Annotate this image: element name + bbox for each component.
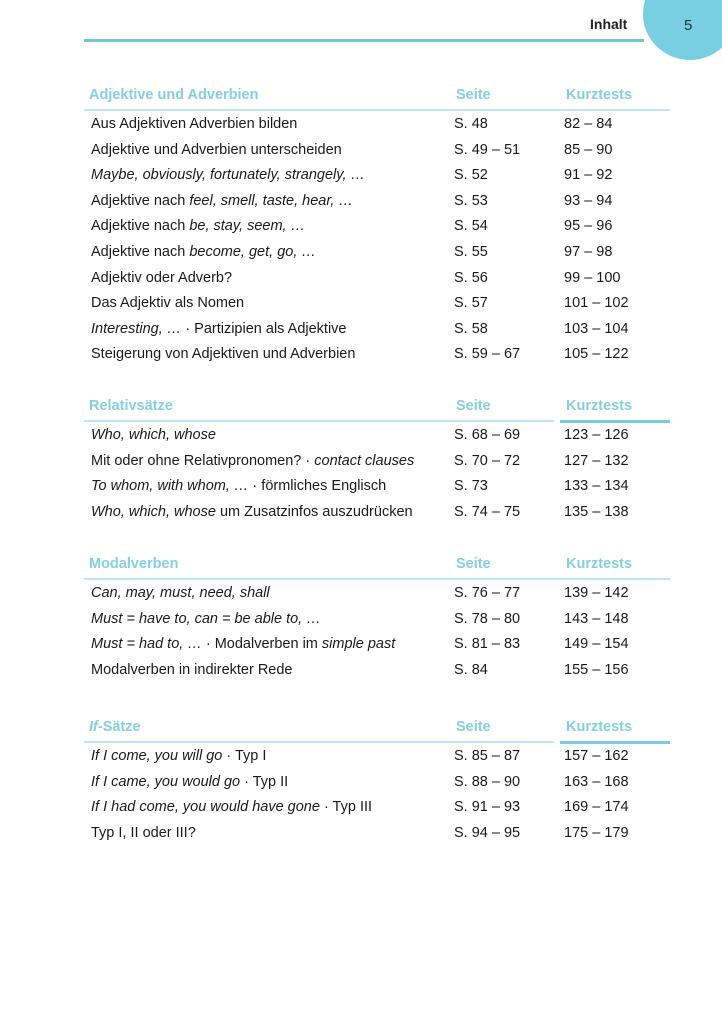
- toc-rows: [84, 422, 670, 524]
- toc-entry[interactable]: [84, 265, 670, 291]
- header-rule: [84, 39, 644, 42]
- entry-page: S. 68 – 69: [454, 427, 521, 443]
- entry-page: S. 58: [454, 320, 488, 337]
- entry-kurztests: 95 – 96: [564, 218, 613, 235]
- entry-kurztests: 123 – 126: [564, 427, 629, 443]
- entry-title: Das Adjektiv als Nomen: [91, 295, 245, 312]
- entry-kurztests: 101 – 102: [564, 295, 629, 312]
- entry-title: Adjektive und Adverbien unterscheiden: [91, 141, 342, 158]
- toc-entry[interactable]: [84, 657, 670, 683]
- toc-entry[interactable]: [84, 448, 670, 474]
- entry-kurztests: 93 – 94: [564, 192, 613, 209]
- entry-page: S. 55: [454, 243, 488, 260]
- entry-kurztests: 103 – 104: [564, 320, 629, 337]
- entry-kurztests: 157 – 162: [564, 748, 629, 764]
- entry-title: Must = have to, can = be able to, …: [91, 610, 321, 627]
- entry-page: S. 53: [454, 192, 488, 209]
- entry-kurztests: 105 – 122: [564, 346, 629, 363]
- entry-kurztests: 82 – 84: [564, 116, 613, 132]
- entry-page: S. 94 – 95: [454, 824, 521, 841]
- column-header-kurztests: Kurztests: [566, 398, 633, 414]
- entry-kurztests: 175 – 179: [564, 824, 629, 841]
- entry-page: S. 81 – 83: [454, 636, 521, 653]
- entry-page: S. 88 – 90: [454, 773, 521, 790]
- entry-kurztests: 149 – 154: [564, 636, 629, 653]
- entry-kurztests: 143 – 148: [564, 610, 629, 627]
- entry-title: If I come, you will go · Typ I: [91, 748, 267, 764]
- entry-title: Adjektive nach become, get, go, …: [91, 243, 316, 260]
- entry-title: Can, may, must, need, shall: [91, 585, 270, 601]
- page-number-badge: [643, 0, 722, 60]
- toc-entry[interactable]: [84, 631, 670, 657]
- toc-entry[interactable]: [84, 137, 670, 163]
- entry-title: Aus Adjektiven Adverbien bilden: [91, 116, 298, 132]
- entry-page: S. 74 – 75: [454, 503, 521, 520]
- entry-kurztests: 85 – 90: [564, 141, 613, 158]
- entry-page: S. 84: [454, 661, 488, 678]
- column-header-kurztests: Kurztests: [566, 719, 633, 735]
- toc-entry[interactable]: [84, 769, 670, 795]
- entry-page: S. 73: [454, 478, 488, 495]
- section-adjektive-adverbien: [84, 84, 670, 367]
- entry-page: S. 49 – 51: [454, 141, 521, 158]
- section-header: [84, 395, 670, 422]
- entry-title: Typ I, II oder III?: [91, 824, 196, 841]
- toc-entry[interactable]: [84, 188, 670, 214]
- page-title: Inhalt: [590, 16, 628, 32]
- entry-title: If I had come, you would have gone · Typ III: [91, 799, 373, 816]
- entry-page: S. 91 – 93: [454, 799, 521, 816]
- entry-title: Must = had to, … · Modalverben im simple past: [91, 636, 396, 653]
- column-header-kurztests: Kurztests: [566, 87, 633, 103]
- entry-title: Steigerung von Adjektiven und Adverbien: [91, 346, 356, 363]
- entry-kurztests: 135 – 138: [564, 503, 629, 520]
- entry-title: Who, which, whose um Zusatzinfos auszudrücken: [91, 503, 413, 520]
- entry-page: S. 70 – 72: [454, 452, 521, 469]
- section-if-saetze: [84, 716, 670, 845]
- section-header: [84, 84, 670, 111]
- toc-entry[interactable]: [84, 316, 670, 342]
- toc-entry[interactable]: [84, 111, 670, 137]
- section-title: Relativsätze: [89, 398, 173, 414]
- toc-entry[interactable]: [84, 162, 670, 188]
- toc-entry[interactable]: [84, 213, 670, 239]
- toc-rows: [84, 111, 670, 367]
- entry-kurztests: 139 – 142: [564, 585, 629, 601]
- column-header-seite: Seite: [456, 556, 491, 572]
- toc-entry[interactable]: [84, 341, 670, 367]
- section-title: Adjektive und Adverbien: [89, 87, 259, 103]
- entry-page: S. 85 – 87: [454, 748, 521, 764]
- entry-kurztests: 127 – 132: [564, 452, 629, 469]
- toc-entry[interactable]: [84, 422, 670, 448]
- entry-page: S. 76 – 77: [454, 585, 521, 601]
- entry-page: S. 57: [454, 295, 488, 312]
- entry-title: Interesting, … · Partizipien als Adjektive: [91, 320, 347, 337]
- entry-title: Adjektiv oder Adverb?: [91, 269, 233, 286]
- entry-title: If I came, you would go · Typ II: [91, 773, 289, 790]
- entry-kurztests: 91 – 92: [564, 167, 613, 184]
- section-title: If-Sätze: [89, 719, 141, 735]
- column-header-seite: Seite: [456, 87, 491, 103]
- entry-page: S. 59 – 67: [454, 346, 521, 363]
- toc-entry[interactable]: [84, 820, 670, 846]
- column-header-seite: Seite: [456, 398, 491, 414]
- entry-kurztests: 97 – 98: [564, 243, 613, 260]
- column-header-seite: Seite: [456, 719, 491, 735]
- entry-page: S. 48: [454, 116, 488, 132]
- entry-title: Maybe, obviously, fortunately, strangely, …: [91, 167, 366, 184]
- toc-rows: [84, 580, 670, 682]
- toc-entry[interactable]: [84, 606, 670, 632]
- entry-kurztests: 163 – 168: [564, 773, 629, 790]
- toc-entry[interactable]: [84, 743, 670, 769]
- entry-page: S. 78 – 80: [454, 610, 521, 627]
- toc-rows: [84, 743, 670, 845]
- entry-title: To whom, with whom, … · förmliches Englisch: [91, 478, 387, 495]
- toc-entry[interactable]: [84, 290, 670, 316]
- toc-entry[interactable]: [84, 580, 670, 606]
- toc-entry[interactable]: [84, 794, 670, 820]
- section-relativsaetze: [84, 395, 670, 524]
- entry-kurztests: 133 – 134: [564, 478, 629, 495]
- toc-entry[interactable]: [84, 499, 670, 525]
- page-number: 5: [684, 17, 693, 34]
- entry-title: Modalverben in indirekter Rede: [91, 661, 293, 678]
- entry-title: Adjektive nach feel, smell, taste, hear, …: [91, 192, 353, 209]
- column-header-kurztests: Kurztests: [566, 556, 633, 572]
- toc-entry[interactable]: [84, 239, 670, 265]
- section-modalverben: [84, 553, 670, 682]
- entry-page: S. 56: [454, 269, 488, 286]
- entry-title: Who, which, whose: [91, 427, 216, 443]
- entry-kurztests: 99 – 100: [564, 269, 621, 286]
- entry-page: S. 52: [454, 167, 488, 184]
- entry-kurztests: 169 – 174: [564, 799, 629, 816]
- entry-title: Adjektive nach be, stay, seem, …: [91, 218, 306, 235]
- section-header: [84, 553, 670, 580]
- toc-entry[interactable]: [84, 473, 670, 499]
- entry-kurztests: 155 – 156: [564, 661, 629, 678]
- entry-title: Mit oder ohne Relativpronomen? · contact clauses: [91, 452, 415, 469]
- section-header: [84, 716, 670, 743]
- entry-page: S. 54: [454, 218, 488, 235]
- section-title: Modalverben: [89, 556, 179, 572]
